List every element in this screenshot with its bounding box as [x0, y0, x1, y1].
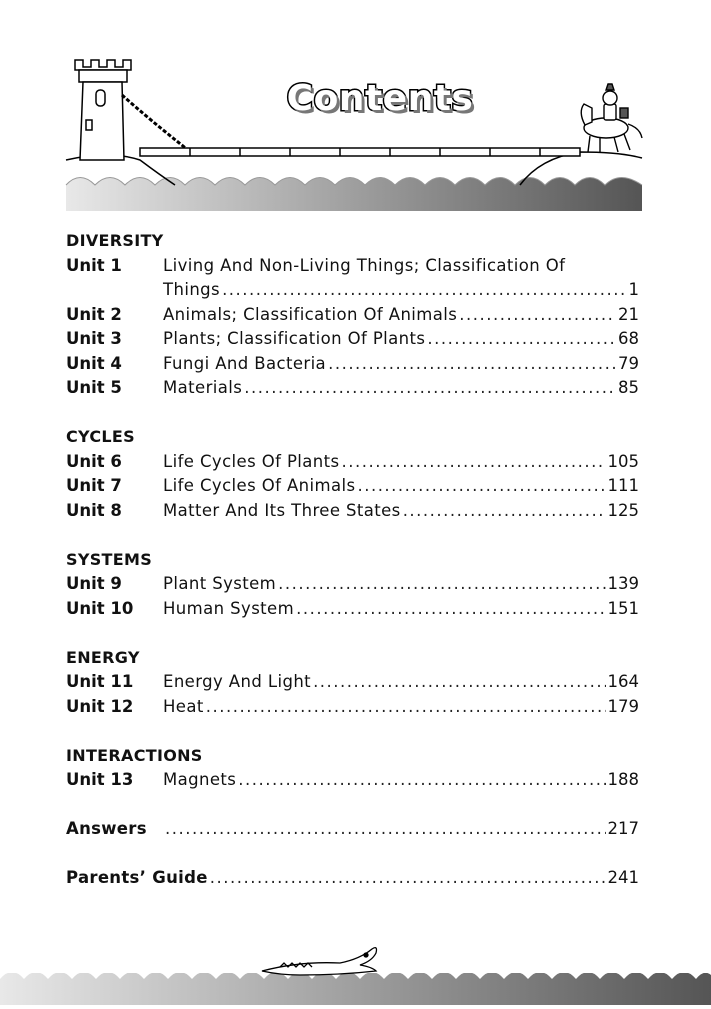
unit-number: Unit 8	[66, 500, 122, 520]
page-title: Contents	[286, 78, 474, 119]
table-of-contents	[66, 229, 639, 891]
page-number: 111	[607, 476, 639, 495]
bridge	[140, 148, 580, 156]
page-number: 179	[607, 696, 639, 716]
page-number: 21	[618, 304, 639, 324]
section-heading-diversity: DIVERSITY	[66, 231, 164, 250]
knight-on-horse-icon	[581, 84, 642, 152]
section-heading-interactions: INTERACTIONS	[66, 745, 203, 765]
unit-title-line-1: Living And Non-Living Things; Classification Of	[163, 255, 566, 275]
leader-dots	[313, 670, 605, 695]
unit-title: Fungi And Bacteria	[163, 353, 327, 373]
unit-number: Unit 13	[66, 770, 134, 789]
leader-dots	[210, 866, 606, 891]
page-number: 151	[607, 598, 639, 618]
unit-title: Magnets	[163, 770, 237, 789]
leader-dots	[165, 817, 606, 842]
footer-illustration	[0, 935, 711, 1005]
leader-dots	[296, 597, 605, 622]
unit-title: Heat	[163, 696, 204, 716]
toc-row-parents-guide[interactable]	[66, 866, 639, 891]
unit-title: Things	[163, 280, 221, 299]
page-number: 217	[607, 819, 639, 838]
section-heading-cycles: CYCLES	[66, 427, 135, 446]
unit-number: Unit 5	[66, 378, 122, 397]
section-heading-energy: ENERGY	[66, 647, 140, 667]
toc-row-unit-7[interactable]	[66, 474, 639, 499]
toc-row-answers[interactable]	[66, 817, 639, 842]
unit-number: Unit 3	[66, 329, 122, 348]
unit-title: Human System	[163, 598, 295, 618]
leader-dots	[403, 499, 606, 524]
answers-label: Answers	[66, 819, 147, 838]
unit-title: Matter And Its Three States	[163, 500, 401, 520]
parents-guide-label: Parents’ Guide	[66, 868, 208, 887]
castle-tower-icon	[75, 60, 131, 160]
section-heading-systems: SYSTEMS	[66, 549, 153, 569]
toc-row-unit-8[interactable]	[66, 499, 639, 524]
toc-row-unit-12[interactable]	[66, 695, 639, 720]
unit-title: Materials	[163, 378, 243, 397]
page-number: 105	[607, 451, 639, 471]
unit-number: Unit 1	[66, 255, 122, 275]
page-number: 68	[618, 329, 639, 348]
toc-row-unit-4[interactable]	[66, 352, 639, 377]
unit-number: Unit 4	[66, 353, 122, 373]
toc-row-unit-3[interactable]	[66, 327, 639, 352]
leader-dots	[357, 474, 605, 499]
page-number: 139	[607, 574, 639, 593]
leader-dots	[459, 303, 616, 328]
page-number: 1	[628, 280, 639, 299]
leader-dots	[222, 278, 626, 303]
leader-dots	[206, 695, 606, 720]
leader-dots	[278, 572, 605, 597]
leader-dots	[244, 376, 616, 401]
unit-title: Life Cycles Of Plants	[163, 451, 340, 471]
toc-row-unit-1-cont[interactable]	[66, 278, 639, 303]
page-number: 188	[607, 770, 639, 789]
page-number: 164	[607, 672, 639, 691]
wave-band-icon	[0, 973, 711, 1005]
unit-number: Unit 10	[66, 598, 134, 618]
toc-row-unit-13[interactable]	[66, 768, 639, 793]
leader-dots	[238, 768, 605, 793]
unit-title: Plants; Classification Of Plants	[163, 329, 426, 348]
unit-number: Unit 7	[66, 476, 122, 495]
toc-row-unit-10[interactable]	[66, 597, 639, 622]
unit-title: Animals; Classification Of Animals	[163, 304, 458, 324]
unit-number: Unit 11	[66, 672, 134, 691]
toc-row-unit-9[interactable]	[66, 572, 639, 597]
leader-dots	[328, 352, 616, 377]
toc-row-unit-5[interactable]	[66, 376, 639, 401]
unit-title: Energy And Light	[163, 672, 312, 691]
unit-number: Unit 12	[66, 696, 134, 716]
toc-row-unit-2[interactable]	[66, 303, 639, 328]
unit-title: Life Cycles Of Animals	[163, 476, 356, 495]
leader-dots	[342, 450, 606, 475]
toc-row-unit-11[interactable]	[66, 670, 639, 695]
page-number: 125	[607, 500, 639, 520]
toc-row-unit-6[interactable]	[66, 450, 639, 475]
page-number: 79	[618, 353, 639, 373]
unit-number: Unit 9	[66, 574, 122, 593]
page-number: 241	[607, 868, 639, 887]
leader-dots	[427, 327, 616, 352]
page-number: 85	[618, 378, 639, 397]
unit-number: Unit 2	[66, 304, 122, 324]
unit-title: Plant System	[163, 574, 277, 593]
toc-row-unit-1[interactable]	[66, 254, 639, 279]
unit-number: Unit 6	[66, 451, 122, 471]
